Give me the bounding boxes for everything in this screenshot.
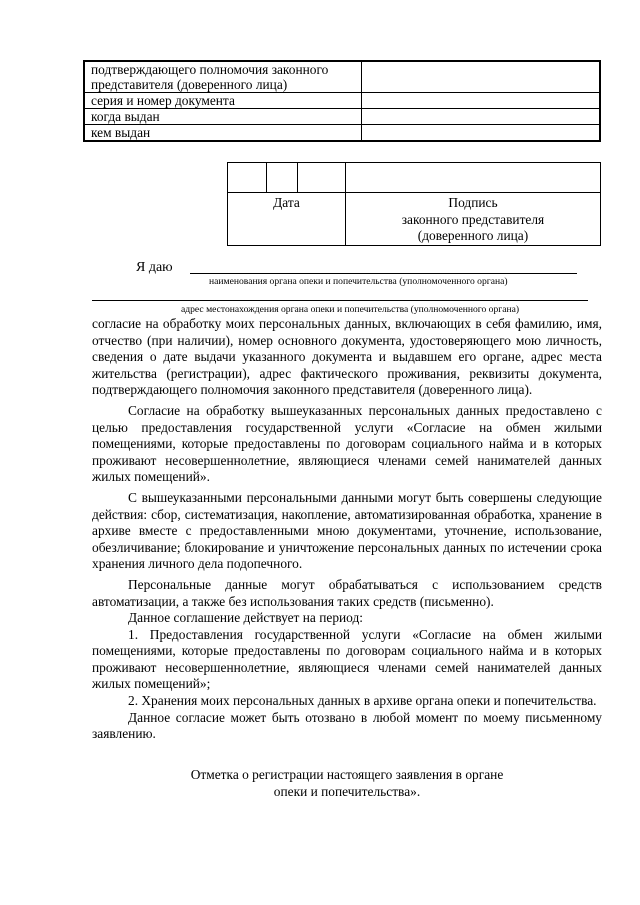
signature-label-row <box>228 193 601 246</box>
row-label: подтверждающего полномочия законного представителя (доверенного лица) <box>84 61 362 93</box>
row-value[interactable] <box>362 61 601 93</box>
period-paragraph: Данное соглашение действует на период: <box>128 610 364 626</box>
signature-table <box>227 162 601 246</box>
date-month-cell[interactable] <box>267 163 298 193</box>
authority-name-line[interactable] <box>190 273 577 274</box>
address-caption: адрес местонахождения органа опеки и попечительства (уполномоченного органа) <box>181 304 520 315</box>
date-day-cell[interactable] <box>228 163 267 193</box>
period-item-1: 1. Предоставления государственной услуги «Согласие на обмен жилыми помещениями, которые предоставлены по договорам социального найма и в которых проживают несовершеннолетние, являющиеся членами семей нанимателей данных жилых помещений»; <box>92 626 602 692</box>
date-year-cell[interactable] <box>298 163 346 193</box>
row-label: когда выдан <box>84 109 362 125</box>
row-label: серия и номер документа <box>84 93 362 109</box>
revocation-paragraph: Данное согласие может быть отозвано в любой момент по моему письменному заявлению. <box>92 709 602 742</box>
table-row <box>84 61 600 93</box>
signature-label-line3: (доверенного лица) <box>417 228 529 243</box>
i-give-label: Я даю <box>136 260 173 275</box>
representative-document-table <box>83 60 601 142</box>
authority-address-line[interactable] <box>92 300 588 301</box>
row-value[interactable] <box>362 125 601 142</box>
table-row <box>84 93 600 109</box>
actions-paragraph: С вышеуказанными персональными данными могут быть совершены следующие действия: сбор, систематизация, накопление, автоматизированная обработка, хранение в архиве вместе с предоставленными мною документами, уточнение, использование, обезличивание; блокирование и уничтожение персональных данных по истечении срока хранения личного дела подопечного. <box>92 489 602 572</box>
row-label: кем выдан <box>84 125 362 142</box>
processing-paragraph: Персональные данные могут обрабатываться с использованием средств автоматизации, а также без использования таких средств (письменно). <box>92 576 602 609</box>
registration-note <box>92 766 602 800</box>
signature-entry-row <box>228 163 601 193</box>
signature-label <box>346 193 601 246</box>
purpose-paragraph: Согласие на обработку вышеуказанных персональных данных предоставлено с целью предоставления государственной услуги «Согласие на обмен жилыми помещениями, которые предоставлены по договорам социального найма и в которых проживают несовершеннолетние, являющиеся членами семей нанимателей данных жилых помещений». <box>92 402 602 485</box>
signature-label-line2: законного представителя <box>401 211 545 227</box>
signature-label-line1: Подпись <box>448 195 498 210</box>
registration-note-line2: опеки и попечительства». <box>273 784 421 799</box>
signature-cell[interactable] <box>346 163 601 193</box>
table-row <box>84 109 600 125</box>
period-item-2: 2. Хранения моих персональных данных в архиве органа опеки и попечительства. <box>128 693 597 709</box>
consent-paragraph: согласие на обработку моих персональных данных, включающих в себя фамилию, имя, отчество (при наличии), номер основного документа, удостоверяющего мою личность, сведения о дате выдачи указанного документа и выдавшем его органе, адрес места жительства (регистрации), адрес фактического проживания, реквизиты документа, подтверждающего полномочия законного представителя (доверенного лица). <box>92 316 602 398</box>
authority-caption: наименования органа опеки и попечительства (уполномоченного органа) <box>209 276 508 287</box>
row-value[interactable] <box>362 93 601 109</box>
consent-body <box>92 316 602 743</box>
row-value[interactable] <box>362 109 601 125</box>
registration-note-line1: Отметка о регистрации настоящего заявления в органе <box>190 767 504 782</box>
table-row <box>84 125 600 142</box>
date-label: Дата <box>228 193 346 246</box>
